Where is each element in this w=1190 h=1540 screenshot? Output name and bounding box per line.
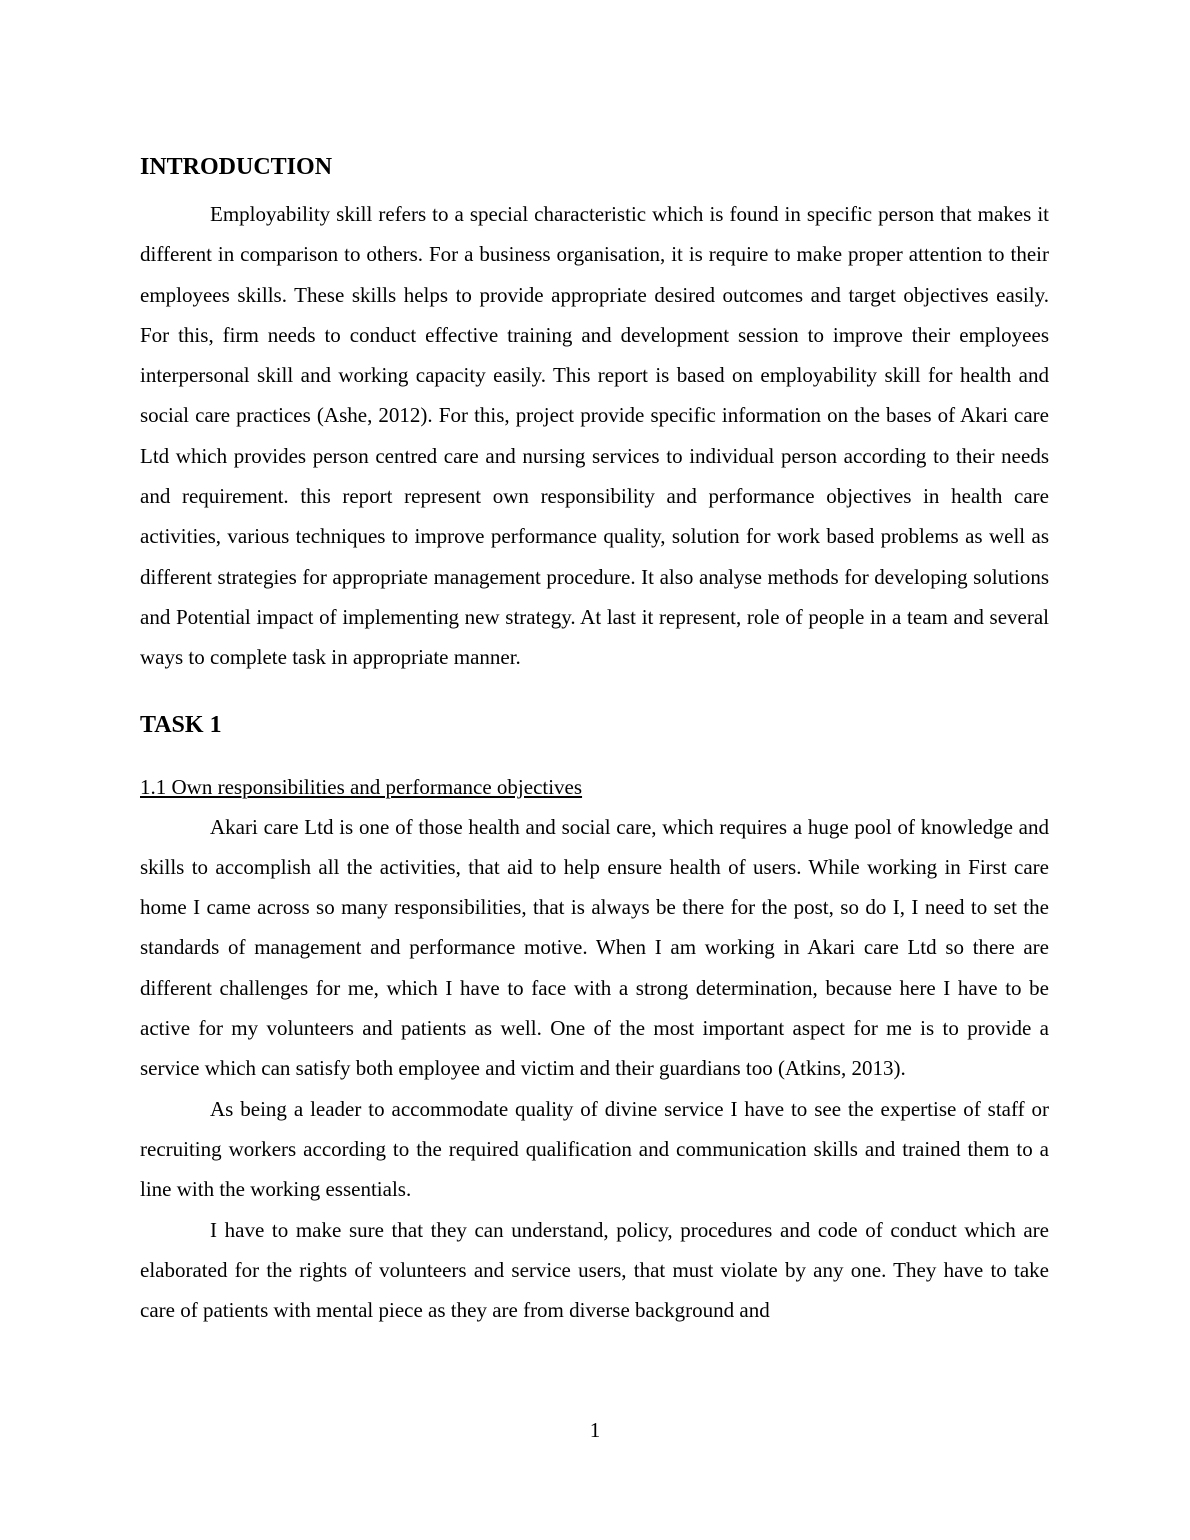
introduction-paragraph: Employability skill refers to a special characteristic which is found in specific person that makes it different in comparison to others. For a business organisation, it is require to make proper attention to their employees skills. These skills helps to provide appropriate desired outcomes and target objectives easily. For this, firm needs to conduct effective training and development session to improve their employees interpersonal skill and working capacity easily. This report is based on employability skill for health and social care practices (Ashe, 2012). For this, project provide specific information on the bases of Akari care Ltd which provides person centred care and nursing services to individual person according to their needs and requirement. this report represent own responsibility and performance objectives in health care activities, various techniques to improve performance quality, solution for work based problems as well as different strategies for appropriate management procedure. It also analyse methods for developing solutions and Potential impact of implementing new strategy. At last it represent, role of people in a team and several ways to complete task in appropriate manner. <box>140 202 1049 670</box>
body-paragraph-1: Akari care Ltd is one of those health and social care, which requires a huge pool of knowledge and skills to accomplish all the activities, that aid to help ensure health of users. While working in First care home I came across so many responsibilities, that is always be there for the post, so do I, I need to set the standards of management and performance motive. When I am working in Akari care Ltd so there are different challenges for me, which I have to face with a strong determination, because here I have to be active for my volunteers and patients as well. One of the most important aspect for me is to provide a service which can satisfy both employee and victim and their guardians too (Atkins, 2013). <box>140 814 1049 1081</box>
introduction-heading: INTRODUCTION <box>140 154 333 180</box>
task-1-heading: TASK 1 <box>140 711 222 738</box>
section-1-1-heading: 1.1 Own responsibilities and performance objectives <box>140 774 583 799</box>
page-content <box>140 150 1049 1330</box>
body-paragraph-3: I have to make sure that they can understand, policy, procedures and code of conduct which are elaborated for the rights of volunteers and service users, that must violate by any one. They have to take care of patients with mental piece as they are from diverse background and <box>140 1217 1049 1323</box>
page-number: 1 <box>589 1418 601 1442</box>
body-paragraph-2: As being a leader to accommodate quality of divine service I have to see the expertise of staff or recruiting workers according to the required qualification and communication skills and trained them to a line with the working essentials. <box>140 1096 1049 1202</box>
